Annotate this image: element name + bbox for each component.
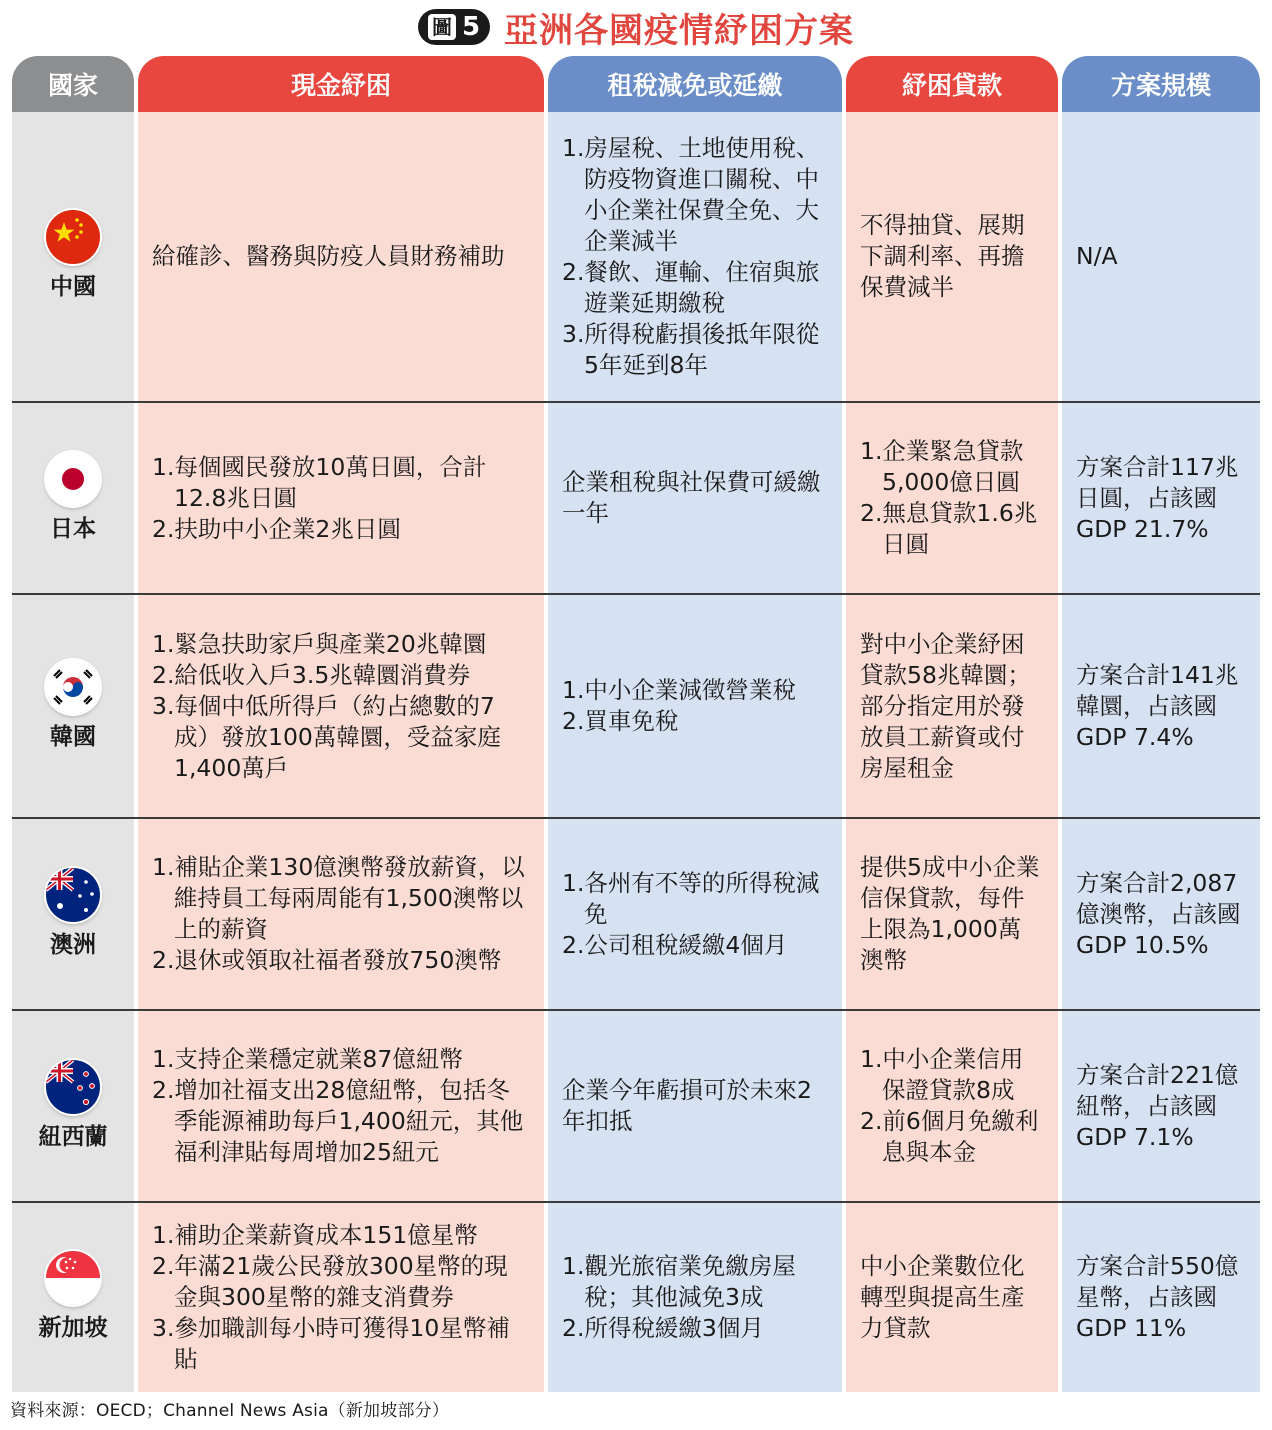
header-row [12, 56, 1260, 112]
cash-relief-cell [138, 402, 544, 594]
table-row [12, 112, 1260, 402]
cash-relief-cell [138, 818, 544, 1010]
tax-relief-list [562, 675, 828, 737]
country-cell [12, 112, 134, 402]
tax-relief-item: 1.觀光旅宿業免繳房屋稅；其他減免3成 [562, 1252, 796, 1311]
table-row [12, 1010, 1260, 1202]
table-row [12, 402, 1260, 594]
figure-badge [418, 9, 490, 45]
table-row [12, 1202, 1260, 1392]
australia-flag-icon [46, 868, 100, 922]
cash-relief-item: 2.退休或領取社福者發放750澳幣 [152, 946, 502, 974]
cash-relief-item: 1.補貼企業130億澳幣發放薪資，以維持員工每兩周能有1,500澳幣以上的薪資 [152, 853, 525, 943]
tax-relief-item: 1.房屋稅、土地使用稅、防疫物資進口關稅、中小企業社保費全免、大企業減半 [562, 133, 820, 255]
tax-relief-cell [548, 1202, 842, 1392]
relief-loan-cell [846, 818, 1058, 1010]
relief-loan-cell [846, 1010, 1058, 1202]
country-cell [12, 1202, 134, 1392]
cash-relief-list [152, 1220, 530, 1375]
cash-relief-item: 2.給低收入戶3.5兆韓圜消費券 [152, 660, 471, 689]
table-row [12, 818, 1260, 1010]
tax-relief-item: 2.買車免稅 [562, 707, 679, 735]
korea-flag-icon [46, 660, 100, 714]
cash-relief-item: 1.補助企業薪資成本151億星幣 [152, 1221, 478, 1249]
table-row [12, 594, 1260, 818]
tax-relief-item: 2.所得稅緩繳3個月 [562, 1314, 764, 1342]
relief-loan-item: 2.無息貸款1.6兆日圓 [860, 499, 1038, 558]
package-scale-text: 方案合計141兆韓圜，占該國GDP 7.4% [1076, 660, 1239, 751]
relief-loan-list [860, 436, 1044, 560]
package-scale-cell [1062, 818, 1260, 1010]
relief-loan-item: 1.企業緊急貸款5,000億日圓 [860, 437, 1024, 496]
tax-relief-cell [548, 1010, 842, 1202]
country-name: 日本 [50, 515, 96, 542]
package-scale-cell [1062, 1202, 1260, 1392]
cash-relief-item: 3.參加職訓每小時可獲得10星幣補貼 [152, 1314, 510, 1373]
china-flag-icon [46, 210, 100, 264]
tax-relief-item: 3.所得稅虧損後抵年限從5年延到8年 [562, 319, 820, 379]
package-scale-text: 方案合計550億星幣，占該國GDP 11% [1076, 1252, 1239, 1342]
cash-relief-cell [138, 1202, 544, 1392]
tax-relief-cell [548, 402, 842, 594]
tax-relief-list [562, 868, 828, 961]
tax-relief-cell [548, 818, 842, 1010]
page-title: 亞洲各國疫情紓困方案 [504, 10, 855, 51]
package-scale-cell [1062, 402, 1260, 594]
cash-relief-item: 3.每個中低所得戶（約占總數的7成）發放100萬韓圜，受益家庭1,400萬戶 [152, 691, 501, 782]
japan-flag-icon [46, 452, 100, 506]
country-name: 澳洲 [50, 931, 96, 958]
cash-relief-item: 2.增加社福支出28億紐幣，包括冬季能源補助每戶1,400紐元，其他福利津貼每周增加25紐元 [152, 1076, 524, 1166]
country-name: 紐西蘭 [38, 1123, 108, 1150]
relief-loan-text: 對中小企業紓困貸款58兆韓圜；部分指定用於發放員工薪資或付房屋租金 [860, 629, 1031, 782]
figure-title-row [0, 0, 1272, 54]
relief-loan-item: 1.中小企業信用保證貸款8成 [860, 1045, 1024, 1104]
cash-relief-text: 給確診、醫務與防疫人員財務補助 [152, 242, 505, 270]
package-scale-cell [1062, 112, 1260, 402]
figure-badge-number: 5 [461, 12, 481, 42]
country-name: 韓國 [50, 723, 96, 750]
cash-relief-list [152, 629, 530, 784]
cash-relief-item: 1.支持企業穩定就業87億紐幣 [152, 1045, 463, 1073]
relief-loan-text: 提供5成中小企業信保貸款，每件上限為1,000萬澳幣 [860, 853, 1040, 974]
header-country: 國家 [12, 56, 134, 112]
relief-loan-cell [846, 402, 1058, 594]
relief-loan-list [860, 1044, 1044, 1168]
relief-loan-item: 2.前6個月免繳利息與本金 [860, 1107, 1039, 1166]
relief-table [12, 56, 1260, 1392]
relief-loan-text: 不得抽貸、展期下調利率、再擔保費減半 [860, 211, 1025, 301]
header-cash-relief: 現金紓困 [138, 56, 544, 112]
source-note: 資料來源：OECD；Channel News Asia（新加坡部分） [10, 1401, 450, 1421]
package-scale-text: N/A [1076, 242, 1118, 270]
tax-relief-item: 1.各州有不等的所得稅減免 [562, 868, 820, 928]
country-name: 新加坡 [38, 1315, 108, 1341]
header-relief-loan: 紓困貸款 [846, 56, 1058, 112]
relief-loan-cell [846, 112, 1058, 402]
header-package-scale: 方案規模 [1062, 56, 1260, 112]
package-scale-cell [1062, 1010, 1260, 1202]
tax-relief-item: 2.餐飲、運輸、住宿與旅遊業延期繳稅 [562, 257, 820, 317]
new-zealand-flag-icon [46, 1060, 100, 1114]
cash-relief-list [152, 452, 530, 545]
cash-relief-item: 1.緊急扶助家戶與產業20兆韓圜 [152, 629, 487, 658]
tax-relief-item: 1.中小企業減徵營業稅 [562, 676, 796, 704]
country-name: 中國 [50, 274, 96, 300]
tax-relief-item: 2.公司租稅緩繳4個月 [562, 930, 788, 959]
tax-relief-list [562, 1251, 828, 1344]
relief-loan-text: 中小企業數位化轉型與提高生產力貸款 [860, 1252, 1025, 1342]
cash-relief-item: 2.扶助中小企業2兆日圓 [152, 514, 401, 543]
cash-relief-cell [138, 112, 544, 402]
cash-relief-cell [138, 594, 544, 818]
country-cell [12, 402, 134, 594]
relief-loan-cell [846, 594, 1058, 818]
cash-relief-item: 1.每個國民發放10萬日圓，合計12.8兆日圓 [152, 452, 487, 512]
tax-relief-text: 企業租稅與社保費可緩繳一年 [562, 468, 821, 527]
country-cell [12, 1010, 134, 1202]
cash-relief-list [152, 1044, 530, 1168]
header-tax-relief: 租稅減免或延繳 [548, 56, 842, 112]
tax-relief-list [562, 133, 828, 381]
tax-relief-text: 企業今年虧損可於未來2年扣抵 [562, 1076, 812, 1135]
figure-badge-label: 圖 [428, 14, 456, 40]
package-scale-text: 方案合計221億紐幣，占該國GDP 7.1% [1076, 1060, 1239, 1151]
package-scale-cell [1062, 594, 1260, 818]
tax-relief-cell [548, 112, 842, 402]
tax-relief-cell [548, 594, 842, 818]
cash-relief-item: 2.年滿21歲公民發放300星幣的現金與300星幣的雜支消費券 [152, 1252, 508, 1311]
singapore-flag-icon [46, 1251, 100, 1305]
package-scale-text: 方案合計117兆日圓，占該國GDP 21.7% [1076, 452, 1239, 543]
cash-relief-list [152, 852, 530, 976]
country-cell [12, 818, 134, 1010]
package-scale-text: 方案合計2,087億澳幣，占該國GDP 10.5% [1076, 868, 1241, 959]
relief-loan-cell [846, 1202, 1058, 1392]
cash-relief-cell [138, 1010, 544, 1202]
country-cell [12, 594, 134, 818]
